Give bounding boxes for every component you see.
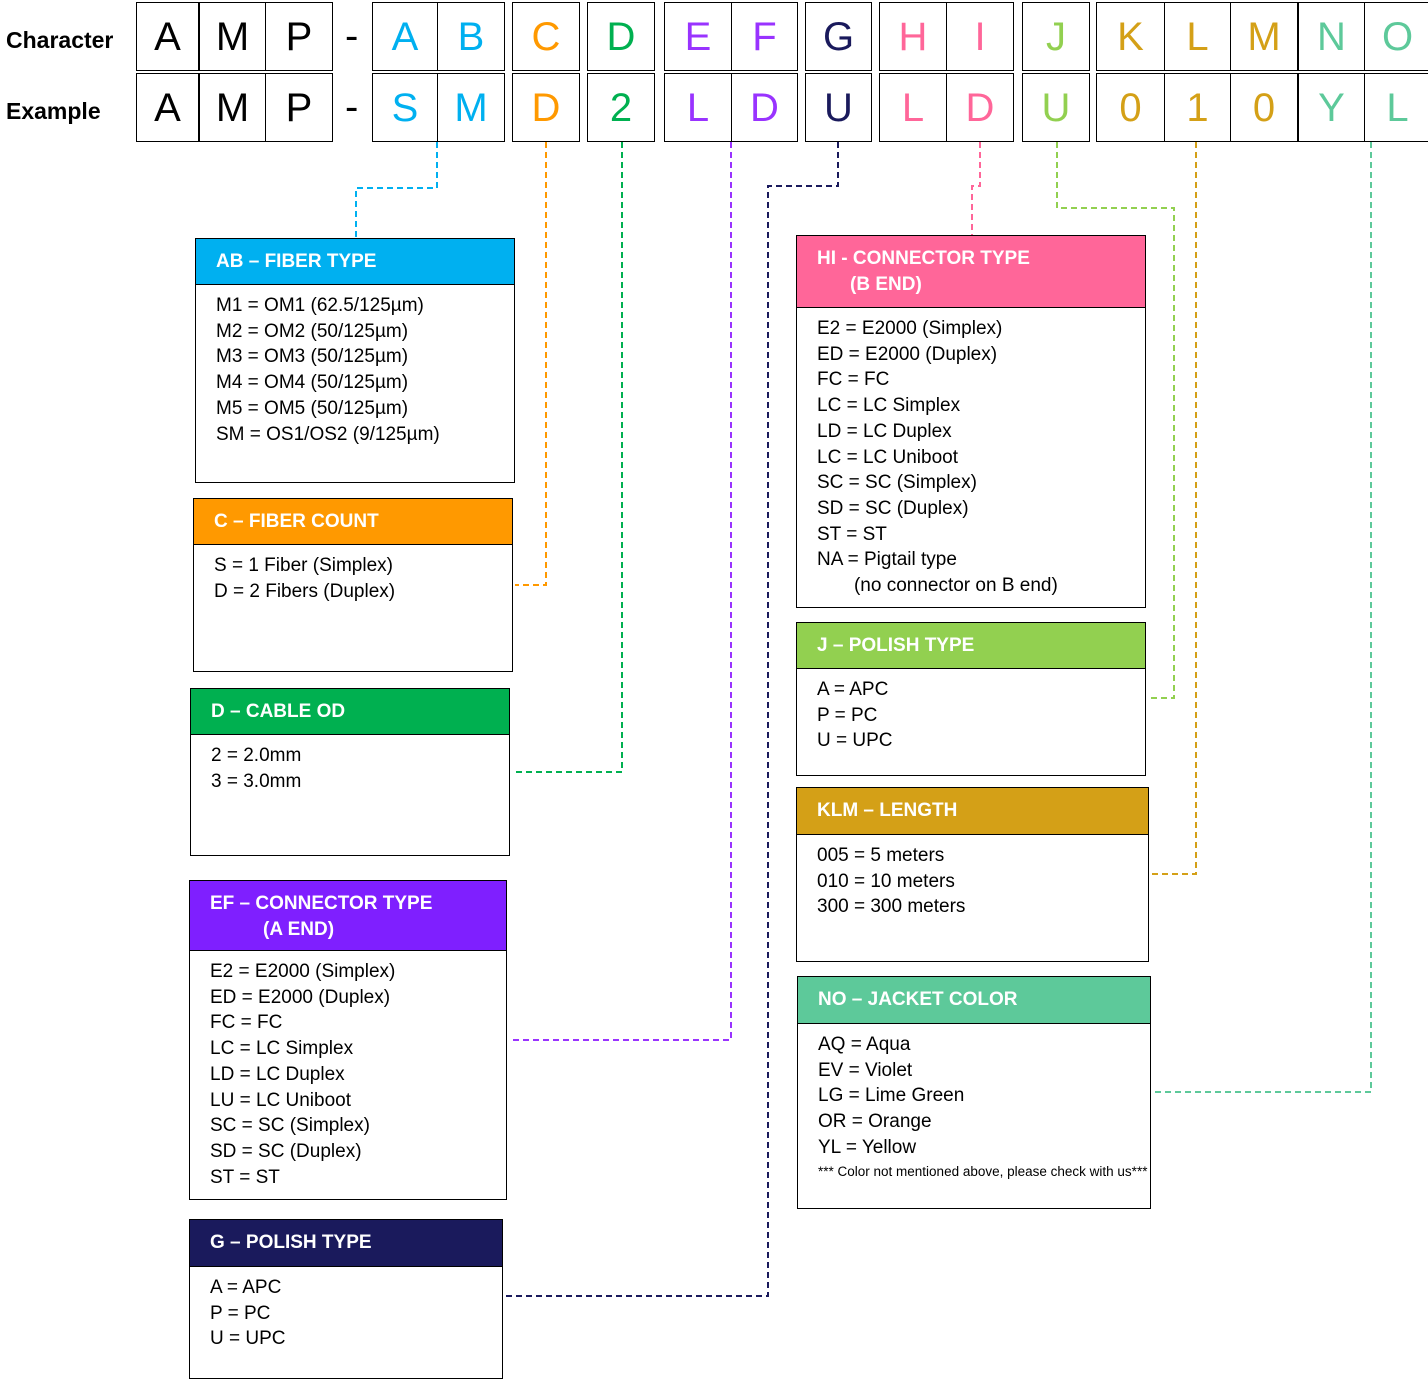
character-cell: A <box>372 2 438 71</box>
character-cell: P <box>265 2 333 71</box>
list-item: E2 = E2000 (Simplex) <box>817 318 1003 339</box>
list-item: ST = ST <box>210 1166 280 1188</box>
polish-type-b-box <box>796 622 1146 776</box>
example-cell: D <box>731 73 798 142</box>
example-row-label: Example <box>6 98 101 124</box>
length-box <box>796 787 1149 962</box>
character-cell: B <box>437 2 505 71</box>
list-item: LC = LC Uniboot <box>817 446 958 468</box>
fiber-type-header <box>196 239 514 285</box>
connector-type-b-title: HI - CONNECTOR TYPE <box>817 248 1030 269</box>
jacket-color-note: *** Color not mentioned above, please check with us*** <box>818 1163 1148 1179</box>
example-cell: 1 <box>1164 73 1231 142</box>
character-cell: I <box>946 2 1014 71</box>
list-item: M4 = OM4 (50/125µm) <box>216 372 409 394</box>
list-item: M1 = OM1 (62.5/125µm) <box>216 295 424 316</box>
list-item: AQ = Aqua <box>818 1034 911 1055</box>
example-cell: U <box>805 73 872 142</box>
list-item: NA = Pigtail type <box>817 549 957 571</box>
polish-type-b-header <box>797 623 1145 669</box>
list-item: ED = E2000 (Duplex) <box>210 986 391 1008</box>
list-item: EV = Violet <box>818 1059 913 1081</box>
example-cell: Y <box>1298 73 1365 142</box>
list-item: LC = LC Simplex <box>817 395 961 417</box>
connector-type-b-list <box>797 308 1145 599</box>
connector-type-a-subtitle: (A END) <box>263 919 335 940</box>
separator-dash: - <box>345 14 359 58</box>
example-cell: M <box>199 73 266 142</box>
list-item: U = UPC <box>817 730 893 752</box>
list-item: 010 = 10 meters <box>817 870 955 892</box>
example-cell: 0 <box>1230 73 1298 142</box>
character-cell: N <box>1298 2 1365 71</box>
character-cell: J <box>1022 2 1090 71</box>
list-item: A = APC <box>817 679 889 700</box>
length-header <box>797 788 1148 835</box>
connector-line-g <box>505 142 838 1296</box>
polish-type-a-list <box>190 1267 502 1352</box>
connector-type-a-list <box>190 951 506 1190</box>
list-item: YL = Yellow <box>818 1136 917 1158</box>
list-item: (no connector on B end) <box>817 575 1058 597</box>
list-item: LC = LC Simplex <box>210 1038 354 1060</box>
list-item: SD = SC (Duplex) <box>817 497 969 519</box>
list-item: ED = E2000 (Duplex) <box>817 343 998 365</box>
cable-od-header <box>191 689 509 735</box>
list-item: 3 = 3.0mm <box>211 770 302 792</box>
cable-od-box <box>190 688 510 856</box>
jacket-color-list <box>798 1024 1150 1161</box>
connector-line-c <box>515 142 546 585</box>
character-cell: O <box>1364 2 1428 71</box>
connector-type-b-subtitle: (B END) <box>850 274 922 295</box>
jacket-color-box <box>797 976 1151 1209</box>
fiber-count-box <box>193 498 513 672</box>
character-cell: D <box>587 2 655 71</box>
example-cell: M <box>437 73 505 142</box>
length-list <box>797 835 1148 920</box>
connector-type-b-box <box>796 235 1146 608</box>
example-cell: A <box>136 73 199 142</box>
connector-line-no <box>1153 142 1371 1092</box>
character-cell: C <box>512 2 580 71</box>
polish-type-a-header <box>190 1220 502 1267</box>
connector-type-b-header <box>797 236 1145 308</box>
list-item: 2 = 2.0mm <box>211 745 302 766</box>
character-cell: K <box>1096 2 1165 71</box>
list-item: SC = SC (Simplex) <box>817 472 977 494</box>
character-cell: M <box>199 2 266 71</box>
example-cell: P <box>265 73 333 142</box>
list-item: E2 = E2000 (Simplex) <box>210 961 396 982</box>
list-item: P = PC <box>210 1302 271 1324</box>
list-item: LG = Lime Green <box>818 1085 965 1107</box>
example-cell: 2 <box>587 73 655 142</box>
example-cell: D <box>512 73 580 142</box>
fiber-type-box <box>195 238 515 483</box>
character-cell: F <box>731 2 798 71</box>
connector-type-a-title: EF – CONNECTOR TYPE <box>210 893 433 914</box>
list-item: SM = OS1/OS2 (9/125µm) <box>216 423 440 445</box>
connector-line-hi <box>972 142 980 235</box>
separator-dash: - <box>345 85 359 129</box>
connector-type-a-header <box>190 881 506 951</box>
character-cell: G <box>805 2 872 71</box>
list-item: 005 = 5 meters <box>817 845 945 866</box>
example-cell: D <box>946 73 1014 142</box>
connector-type-a-box <box>189 880 507 1200</box>
character-cell: H <box>879 2 947 71</box>
character-cell: M <box>1230 2 1298 71</box>
connector-line-ef <box>509 142 731 1040</box>
list-item: FC = FC <box>817 369 890 391</box>
list-item: LU = LC Uniboot <box>210 1089 351 1111</box>
list-item: ST = ST <box>817 523 887 545</box>
list-item: M2 = OM2 (50/125µm) <box>216 320 409 342</box>
list-item: U = UPC <box>210 1328 286 1350</box>
list-item: LD = LC Duplex <box>817 420 952 442</box>
character-cell: E <box>664 2 732 71</box>
polish-type-b-list <box>797 669 1145 754</box>
list-item: P = PC <box>817 704 878 726</box>
character-cell: L <box>1164 2 1231 71</box>
list-item: FC = FC <box>210 1012 283 1034</box>
polish-type-b-title: J – POLISH TYPE <box>817 635 975 656</box>
list-item: LD = LC Duplex <box>210 1063 345 1085</box>
polish-type-a-box <box>189 1219 503 1379</box>
fiber-type-title: AB – FIBER TYPE <box>216 251 377 272</box>
jacket-color-title: NO – JACKET COLOR <box>818 989 1018 1010</box>
length-title: KLM – LENGTH <box>817 800 958 821</box>
polish-type-a-title: G – POLISH TYPE <box>210 1232 372 1253</box>
fiber-count-header <box>194 499 512 545</box>
list-item: M3 = OM3 (50/125µm) <box>216 346 409 368</box>
connector-line-d <box>512 142 622 772</box>
list-item: S = 1 Fiber (Simplex) <box>214 555 393 576</box>
list-item: D = 2 Fibers (Duplex) <box>214 580 396 602</box>
fiber-count-list <box>194 545 512 604</box>
connector-line-ab <box>356 142 437 238</box>
example-cell: U <box>1022 73 1090 142</box>
list-item: OR = Orange <box>818 1111 932 1133</box>
example-cell: L <box>879 73 947 142</box>
list-item: A = APC <box>210 1277 282 1298</box>
fiber-type-list <box>196 285 514 447</box>
example-cell: 0 <box>1096 73 1165 142</box>
list-item: SC = SC (Simplex) <box>210 1115 370 1137</box>
example-cell: L <box>664 73 732 142</box>
example-cell: S <box>372 73 438 142</box>
character-row-label: Character <box>6 27 114 53</box>
cable-od-list <box>191 735 509 794</box>
jacket-color-header <box>798 977 1150 1024</box>
example-cell: L <box>1364 73 1428 142</box>
cable-od-title: D – CABLE OD <box>211 701 346 722</box>
character-cell: A <box>136 2 199 71</box>
list-item: SD = SC (Duplex) <box>210 1140 362 1162</box>
list-item: M5 = OM5 (50/125µm) <box>216 397 409 419</box>
list-item: 300 = 300 meters <box>817 896 966 918</box>
fiber-count-title: C – FIBER COUNT <box>214 511 379 532</box>
